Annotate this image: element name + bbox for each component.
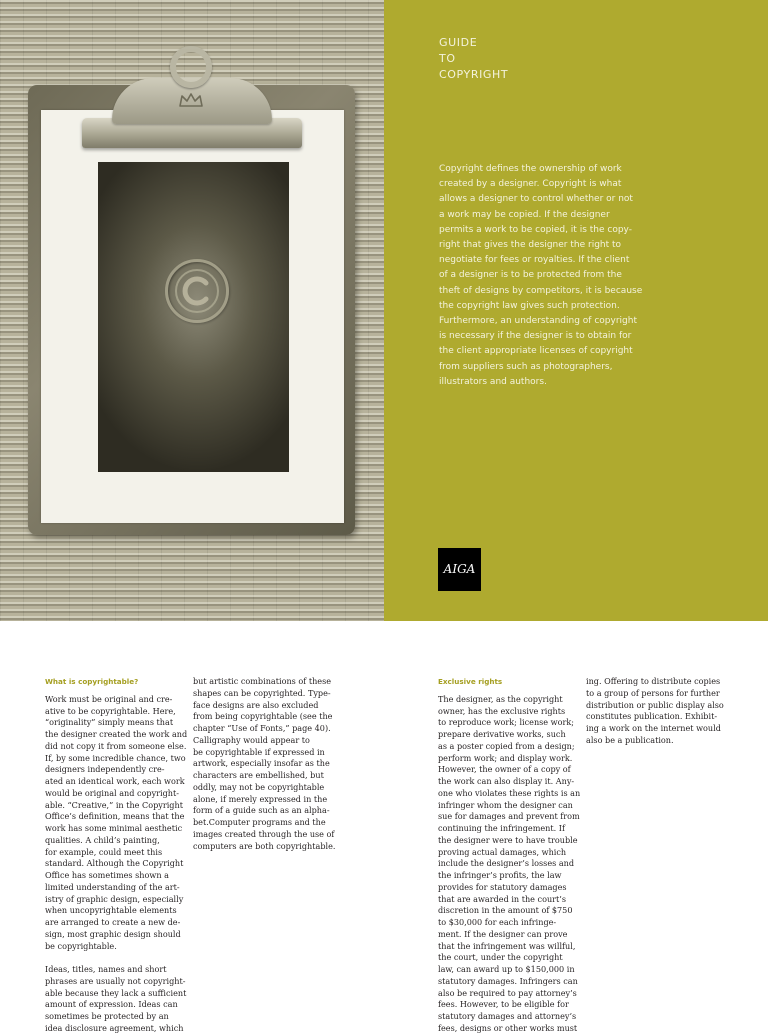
text-line: statutory damages and attorney’s xyxy=(438,1011,577,1021)
text-line: statutory damages. Infringers can xyxy=(438,975,578,986)
column-what-is-copyrightable xyxy=(45,676,188,1035)
text-line: the designer were to have trouble xyxy=(438,834,578,845)
intro-line: the client appropriate licenses of copyright xyxy=(439,346,633,357)
intro-line: created by a designer. Copyright is what xyxy=(439,179,622,190)
text-line: discretion in the amount of $750 xyxy=(438,905,573,916)
text-line: but artistic combinations of these xyxy=(193,676,332,686)
column-body xyxy=(438,693,581,1035)
column-body xyxy=(586,676,726,747)
text-line: that are awarded in the court’s xyxy=(438,893,567,904)
text-line: that the infringement was willful, xyxy=(438,940,576,951)
text-line: phrases are usually not copyright- xyxy=(45,975,186,986)
text-line: sue for damages and prevent from xyxy=(438,811,580,822)
text-line: the court, under the copyright xyxy=(438,952,563,963)
text-line: ing. Offering to distribute copies xyxy=(586,676,721,686)
intro-line: theft of designs by competitors, it is because xyxy=(439,285,643,296)
cover-panel xyxy=(384,0,768,621)
intro-line: Furthermore, an understanding of copyright xyxy=(439,316,637,327)
intro-line: the copyright law gives such protection. xyxy=(439,300,620,311)
text-line: computers are both copyrightable. xyxy=(193,840,336,851)
paragraph-gap xyxy=(45,952,185,964)
text-line: infringer whom the designer can xyxy=(438,799,573,810)
intro-line: permits a work to be copied, it is the copy- xyxy=(439,224,632,235)
intro-line: is necessary if the designer is to obtain for xyxy=(439,331,632,342)
text-line: prepare derivative works, such xyxy=(438,729,566,739)
text-line: designers independently cre- xyxy=(45,764,165,775)
text-line: However, the owner of a copy of xyxy=(438,764,571,775)
text-line: “originality” simply means that xyxy=(45,717,174,728)
text-line: owner, has the exclusive rights xyxy=(438,705,566,716)
text-line: qualities. A child’s painting, xyxy=(45,834,160,845)
text-line: artwork, especially insofar as the xyxy=(193,758,330,769)
copyright-symbol-icon xyxy=(165,259,229,323)
text-line: If, by some incredible chance, two xyxy=(45,752,186,763)
text-line: sometimes be protected by an xyxy=(45,1011,169,1021)
column-body xyxy=(45,693,188,1035)
column-body xyxy=(193,676,336,852)
text-line: to a group of persons for further xyxy=(586,687,720,698)
text-line: ative to be copyrightable. Here, xyxy=(45,705,176,716)
text-line: to $30,000 for each infringe- xyxy=(438,917,557,927)
guide-title-line: GUIDE xyxy=(439,36,478,49)
text-line: Office’s definition, means that the xyxy=(45,811,185,822)
text-line: characters are embellished, but xyxy=(193,770,324,780)
text-line: bet.Computer programs and the xyxy=(193,817,326,827)
intro-line: right that gives the designer the right to xyxy=(439,240,622,251)
text-line: face designs are also excluded xyxy=(193,699,319,710)
text-line: the infringer’s profits, the law xyxy=(438,870,562,880)
text-line: Calligraphy would appear to xyxy=(193,734,310,745)
text-line: fees. However, to be eligible for xyxy=(438,999,569,1010)
text-line: able because they lack a sufficient xyxy=(45,987,187,998)
text-line: istry of graphic design, especially xyxy=(45,893,184,904)
text-line: the work can also display it. Any- xyxy=(438,776,575,786)
clip-ring xyxy=(170,46,212,88)
text-line: chapter “Use of Fonts,” page 40). xyxy=(193,723,331,733)
text-line: The designer, as the copyright xyxy=(438,693,563,704)
section-heading: Exclusive rights xyxy=(438,677,503,686)
text-line: limited understanding of the art- xyxy=(45,881,180,892)
text-line: ing a work on the internet would xyxy=(586,723,721,733)
text-line: the designer created the work and xyxy=(45,729,188,739)
text-line: fees, designs or other works must xyxy=(438,1022,578,1033)
column-continued-1 xyxy=(193,676,336,852)
text-line: form of a guide such as an alpha- xyxy=(193,805,330,816)
text-line: alone, if merely expressed in the xyxy=(193,793,328,804)
text-line: shapes can be copyrighted. Type- xyxy=(193,687,331,698)
text-line: also be required to pay attorney’s xyxy=(438,987,577,998)
guide-title-line: COPYRIGHT xyxy=(439,68,509,81)
text-line: when uncopyrightable elements xyxy=(45,905,177,916)
crown-icon xyxy=(178,92,204,108)
text-line: one who violates these rights is an xyxy=(438,787,581,798)
text-line: be copyrightable. xyxy=(45,940,117,951)
text-line: amount of expression. Ideas can xyxy=(45,999,178,1010)
copyright-symbol-glyph xyxy=(168,262,226,320)
column-exclusive-rights xyxy=(438,676,581,1035)
text-line: would be original and copyright- xyxy=(45,787,179,798)
cover-photo xyxy=(0,0,384,621)
text-line: work has some minimal aesthetic xyxy=(45,823,183,833)
text-line: ated an identical work, each work xyxy=(45,776,185,786)
text-line: perform work; and display work. xyxy=(438,752,573,763)
section-heading: What is copyrightable? xyxy=(45,677,139,686)
text-line: Office has sometimes shown a xyxy=(45,870,169,880)
intro-line: from suppliers such as photographers, xyxy=(439,361,613,372)
intro-line: allows a designer to control whether or not xyxy=(439,194,633,205)
text-line: distribution or public display also xyxy=(586,699,724,710)
text-line: include the designer’s losses and xyxy=(438,858,575,869)
column-continued-2 xyxy=(586,676,726,747)
intro-line: illustrators and authors. xyxy=(439,376,547,387)
intro-line: Copyright defines the ownership of work xyxy=(439,164,622,174)
text-line: are arranged to create a new de- xyxy=(45,917,181,927)
aiga-logo: AIGA xyxy=(438,548,481,591)
guide-title xyxy=(439,35,508,83)
text-line: images created through the use of xyxy=(193,828,335,839)
text-line: also be a publication. xyxy=(586,734,674,745)
text-line: idea disclosure agreement, which xyxy=(45,1022,184,1033)
guide-title-line: TO xyxy=(439,52,456,65)
text-line: able. “Creative,” in the Copyright xyxy=(45,799,183,810)
text-line: oddly, may not be copyrightable xyxy=(193,781,325,792)
text-line: did not copy it from someone else. xyxy=(45,740,187,751)
text-line: to reproduce work; license work; xyxy=(438,717,574,728)
text-line: sign, most graphic design should xyxy=(45,928,181,939)
text-line: be copyrightable if expressed in xyxy=(193,746,325,757)
intro-line: of a designer is to be protected from the xyxy=(439,270,622,281)
text-line: provides for statutory damages xyxy=(438,881,567,892)
text-line: as a poster copied from a design; xyxy=(438,740,575,751)
text-line: standard. Although the Copyright xyxy=(45,858,184,869)
text-line: for example, could meet this xyxy=(45,846,163,857)
text-line: continuing the infringement. If xyxy=(438,823,565,833)
intro-line: a work may be copied. If the designer xyxy=(439,209,610,220)
text-line: Work must be original and cre- xyxy=(45,693,173,704)
text-line: Ideas, titles, names and short xyxy=(45,964,167,974)
text-line: proving actual damages, which xyxy=(438,846,567,857)
intro-paragraph xyxy=(439,162,651,390)
text-line: constitutes publication. Exhibit- xyxy=(586,711,718,722)
text-line: ment. If the designer can prove xyxy=(438,928,568,939)
text-line: from being copyrightable (see the xyxy=(193,711,333,722)
text-line: law, can award up to $150,000 in xyxy=(438,964,575,974)
intro-line: negotiate for fees or royalties. If the client xyxy=(439,255,630,266)
